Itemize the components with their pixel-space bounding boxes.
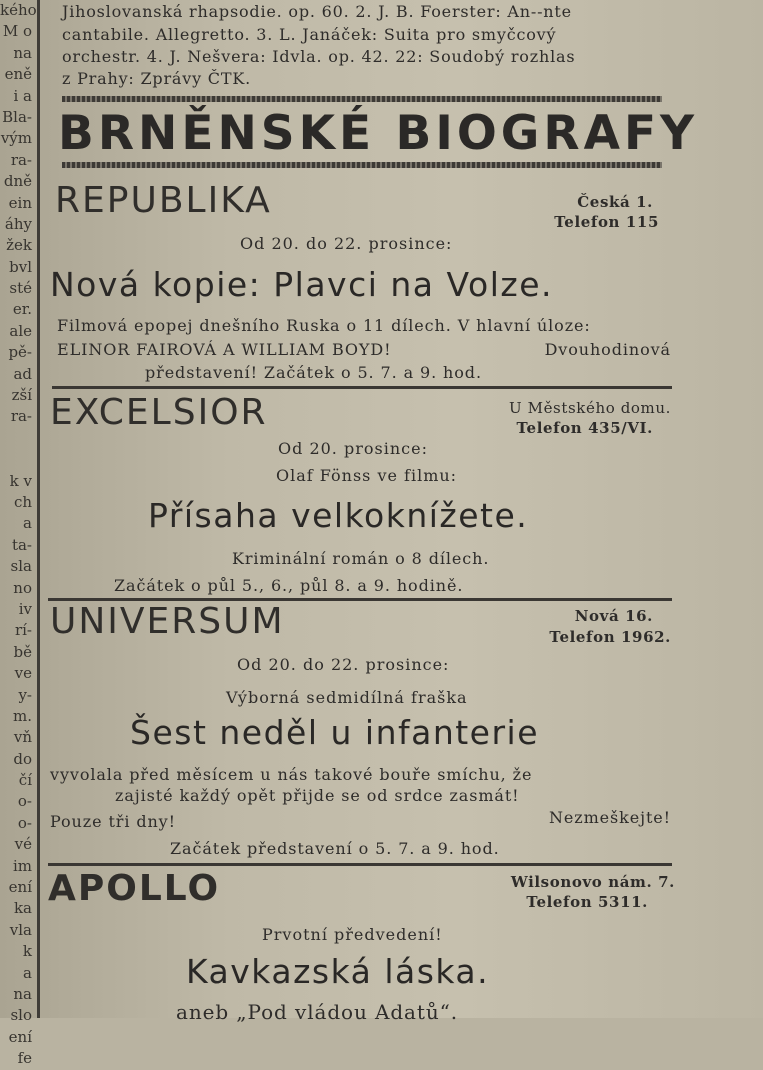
excelsior-desc-2: Začátek o půl 5., 6., půl 8. a 9. hodině.	[114, 576, 464, 595]
left-column-fragment: i a	[13, 86, 32, 105]
universum-dates: Od 20. do 22. prosince:	[237, 655, 450, 674]
apollo-subtitle: aneb „Pod vládou Adatů“.	[176, 1000, 458, 1024]
excelsior-film-title: Přísaha velkoknížete.	[148, 496, 529, 535]
excelsior-phone: Telefon 435/VI.	[516, 419, 653, 437]
left-column-fragment: ra-	[10, 407, 32, 426]
left-column-fragment: bě	[13, 642, 32, 661]
universum-desc-3-right: Nezmeškejte!	[548, 808, 671, 827]
left-column-fragment: čí	[18, 771, 32, 790]
republika-desc-3: představení! Začátek o 5. 7. a 9. hod.	[145, 363, 482, 382]
cinema-name-universum: UNIVERSUM	[50, 601, 285, 642]
left-column-fragment: ad	[13, 364, 32, 383]
left-column-fragment: áhy	[4, 214, 32, 233]
left-column-fragment: na	[13, 984, 32, 1003]
excelsior-address: U Městského domu.	[509, 399, 671, 417]
radio-line-1: Jihoslovanská rhapsodie. op. 60. 2. J. B. Foerster: An--nte	[62, 2, 572, 21]
republika-dates: Od 20. do 22. prosince:	[240, 234, 453, 253]
republika-desc-2-right: Dvouhodinová	[544, 340, 671, 359]
left-column-fragment: ch	[13, 492, 32, 511]
left-column-fragment: m.	[13, 706, 32, 725]
left-column-fragment: žek	[6, 236, 32, 255]
left-column-fragment: zší	[11, 386, 32, 405]
republika-film-title: Nová kopie: Plavci na Volze.	[50, 265, 554, 304]
left-column-fragment: ve	[14, 664, 32, 683]
left-column-fragment: y-	[18, 685, 32, 704]
left-column-fragment: vým	[0, 129, 32, 148]
radio-line-3: orchestr. 4. J. Nešvera: Idvla. op. 42. 22: Soudobý rozhlas	[62, 47, 576, 66]
apollo-phone: Telefon 5311.	[526, 893, 648, 911]
left-column-fragments	[0, 0, 37, 1068]
universum-address: Nová 16.	[574, 607, 653, 625]
left-column-fragment: rí-	[14, 621, 32, 640]
radio-line-4: z Prahy: Zprávy ČTK.	[62, 69, 251, 88]
left-column-fragment: im	[12, 856, 32, 875]
left-column-fragment: iv	[18, 599, 32, 618]
cinema-name-apollo: APOLLO	[48, 868, 221, 909]
left-column-fragment: a	[23, 963, 32, 982]
left-column-fragment: vé	[14, 835, 32, 854]
left-column-fragment: sté	[9, 279, 32, 298]
left-column-fragment: Bla-	[2, 107, 32, 126]
republika-desc-1: Filmová epopej dnešního Ruska o 11 dílech. V hlavní úloze:	[57, 316, 591, 335]
left-column-fragment: ale	[9, 321, 32, 340]
left-column-fragment: ka	[13, 899, 32, 918]
left-column-fragment: bvl	[9, 257, 32, 276]
radio-line-2: cantabile. Allegretto. 3. L. Janáček: Suita pro smyčcový	[62, 25, 557, 44]
left-column-fragment: o-	[17, 792, 32, 811]
left-column-fragment: vň	[13, 728, 32, 747]
banner-top-stripe	[62, 96, 662, 102]
apollo-address: Wilsonovo nám. 7.	[510, 873, 675, 891]
universum-film-title: Šest neděl u infanterie	[130, 713, 540, 752]
left-column-fragment: sla	[10, 557, 32, 576]
republika-address: Česká 1.	[577, 193, 653, 211]
cinema-name-republika: REPUBLIKA	[55, 180, 272, 221]
republika-desc-2-left: ELINOR FAIROVÁ A WILLIAM BOYD!	[57, 340, 392, 359]
universum-desc-4: Začátek představení o 5. 7. a 9. hod.	[170, 839, 500, 858]
left-column-fragment: no	[13, 578, 32, 597]
left-column-fragment: M o	[2, 22, 32, 41]
banner-bottom-stripe	[62, 162, 662, 168]
universum-desc-2: zajisté každý opět přijde se od srdce zasmát!	[115, 786, 520, 805]
universum-phone: Telefon 1962.	[549, 628, 671, 646]
republika-phone: Telefon 115	[554, 213, 659, 231]
left-column-fragment	[0, 428, 34, 449]
universum-desc-3-left: Pouze tři dny!	[50, 812, 176, 831]
left-column-fragment: ení	[8, 1027, 32, 1046]
left-column-fragment: ta-	[11, 535, 32, 554]
excelsior-intro: Olaf Fönss ve filmu:	[276, 466, 458, 485]
universum-desc-1: vyvolala před měsícem u nás takové bouře smíchu, že	[50, 765, 533, 784]
left-column-fragment: k	[22, 942, 32, 961]
left-column-fragment: pě-	[8, 343, 32, 362]
cinema-name-excelsior: EXCELSIOR	[50, 392, 268, 433]
left-column-fragment: ein	[8, 193, 32, 212]
left-column-fragment: fe	[17, 1049, 32, 1068]
apollo-intro: Prvotní předvedení!	[262, 925, 443, 944]
left-column-fragment: er.	[12, 300, 32, 319]
banner-title: BRNĚNSKÉ BIOGRAFY	[58, 106, 699, 161]
left-column-fragment: ení	[8, 878, 32, 897]
left-column-fragment: do	[13, 749, 32, 768]
left-column-fragment: kého	[0, 1, 37, 19]
left-column-fragment: dně	[3, 172, 32, 191]
universum-intro: Výborná sedmidílná fraška	[226, 688, 468, 707]
excelsior-dates: Od 20. prosince:	[278, 439, 428, 458]
column-divider	[37, 0, 40, 1018]
left-column-fragment: na	[13, 43, 32, 62]
excelsior-desc-1: Kriminální román o 8 dílech.	[232, 549, 490, 568]
left-column-fragment: slo	[10, 1006, 32, 1025]
left-column-fragment: vla	[9, 920, 32, 939]
left-column-fragment: o-	[17, 813, 32, 832]
left-column-fragment	[0, 449, 34, 470]
left-column-fragment: ra-	[10, 150, 32, 169]
apollo-film-title: Kavkazská láska.	[186, 952, 490, 991]
section-rule	[48, 863, 672, 866]
left-column-fragment: a	[23, 514, 32, 533]
section-rule	[52, 386, 672, 389]
left-column-fragment: k v	[9, 471, 32, 490]
left-column-fragment: eně	[4, 65, 32, 84]
